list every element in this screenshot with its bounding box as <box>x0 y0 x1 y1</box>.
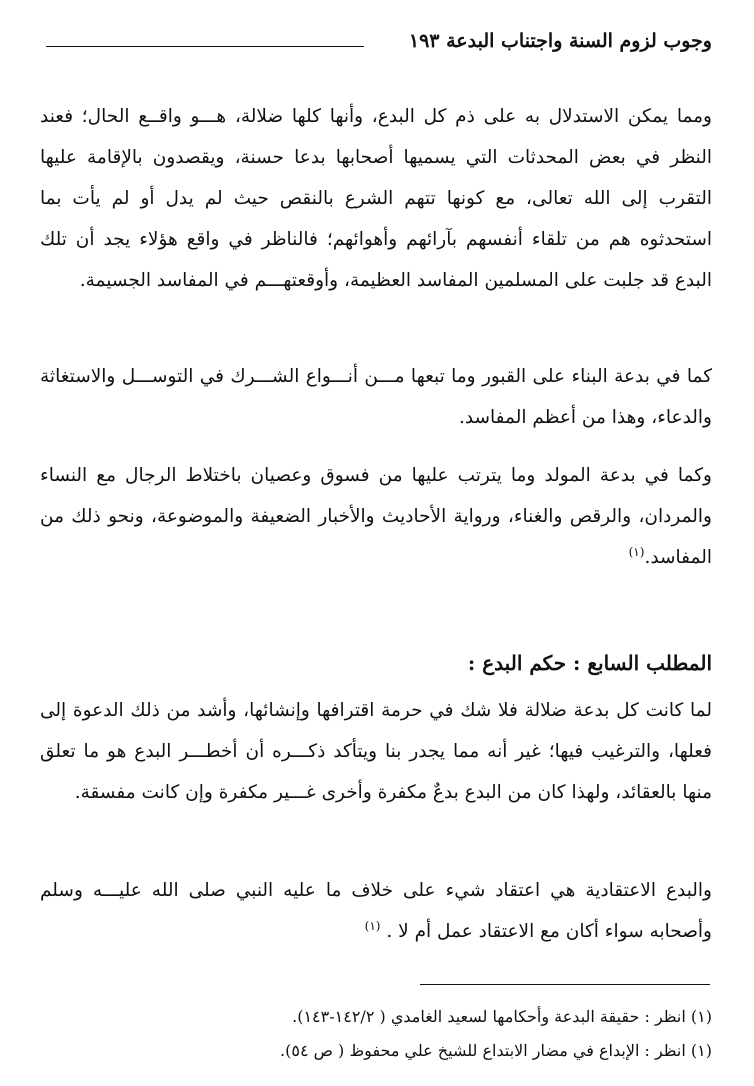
header-rule <box>46 46 364 47</box>
footnote-1: (١) انظر : حقيقة البدعة وأحكامها لسعيد الغامدي ( ١٤٢/٢-١٤٣). <box>292 1007 712 1026</box>
footnotes <box>40 1000 712 1068</box>
paragraph-4 <box>40 690 712 813</box>
paragraph-5 <box>40 870 712 952</box>
paragraph-1 <box>40 96 712 301</box>
footnote-2: (١) انظر : الإبداع في مضار الابتداع للشيخ علي محفوظ ( ص ٥٤). <box>280 1041 712 1060</box>
paragraph-3 <box>40 455 712 578</box>
paragraph-4-text: لما كانت كل بدعة ضلالة فلا شك في حرمة اقترافها وإنشائها، وأشد من ذلك الدعوة إلى فعلها، والترغيب فيها؛ غير أنه مما يجدر بنا ويتأكد ذكـــره أن أخطـــر البدع هو ما تعلق منها بالعقائد، ولهذا كان من البدع بدعٌ مكفرة وأخرى غـــير مكفرة وإن كانت مفسقة. <box>40 700 712 803</box>
footnote-ref-2[interactable]: (١) <box>364 918 381 933</box>
header-title: وجوب لزوم السنة واجتناب البدعة ١٩٣ <box>408 30 712 52</box>
paragraph-5-text: والبدع الاعتقادية هي اعتقاد شيء على خلاف ما عليه النبي صلى الله عليـــه وسلم وأصحابه سواء أكان مع الاعتقاد عمل أم لا . <box>40 880 712 942</box>
paragraph-3-text: وكما في بدعة المولد وما يترتب عليها من فسوق وعصيان باختلاط الرجال مع النساء والمردان، والرقص والغناء، ورواية الأحاديث والأخبار الضعيفة والموضوعة، ونحو ذلك من المفاسد. <box>40 465 712 568</box>
paragraph-2-text: كما في بدعة البناء على القبور وما تبعها مـــن أنـــواع الشـــرك في التوســـل والاستغاثة والدعاء، وهذا من أعظم المفاسد. <box>40 366 712 428</box>
running-header <box>40 30 712 64</box>
footnote-separator <box>420 984 710 985</box>
footnote-ref-1[interactable]: (١) <box>628 544 645 559</box>
paragraph-1-text: ومما يمكن الاستدلال به على ذم كل البدع، وأنها كلها ضلالة، هـــو واقــع الحال؛ فعند النظر في بعض المحدثات التي يسميها أصحابها بدعا حسنة، ويقصدون بالإقامة عليها التقرب إلى الله تعالى، مع كونها تتهم الشرع بالنقص حيث لم يدل أو لم يأت بما استحدثوه هم من تلقاء أنفسهم بآرائهم وأهوائهم؛ فالناظر في واقع هؤلاء يجد أن تلك البدع قد جلبت على المسلمين المفاسد العظيمة، وأوقعتهـــم في المفاسد الجسيمة. <box>40 106 712 291</box>
section-heading: المطلب السابع : حكم البدع : <box>467 651 712 675</box>
paragraph-2 <box>40 356 712 438</box>
